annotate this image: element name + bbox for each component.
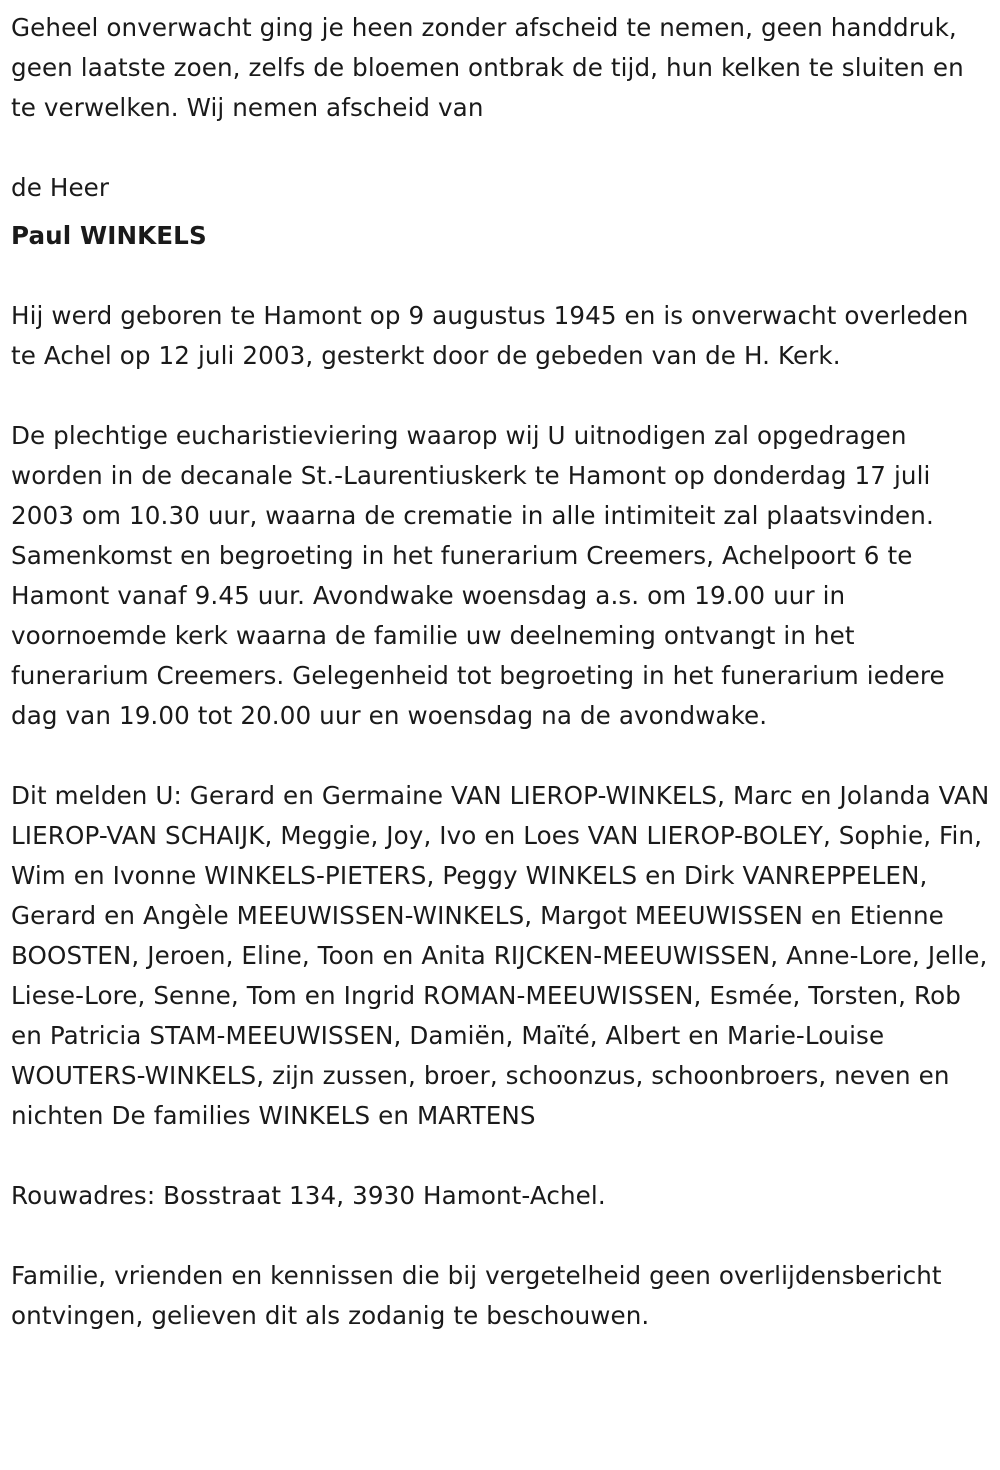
- spacer: [11, 256, 996, 296]
- honorific: de Heer: [11, 173, 110, 202]
- spacer: [11, 1136, 996, 1176]
- birth-death-paragraph: Hij werd geboren te Hamont op 9 augustus 1945 en is onverwacht overleden te Achel op 12 juli 2003, gesterkt door de gebeden van de H. Kerk.: [11, 301, 969, 370]
- family-paragraph: Dit melden U: Gerard en Germaine VAN LIEROP-WINKELS, Marc en Jolanda VAN LIEROP-VAN SCHAIJK, Meggie, Joy, Ivo en Loes VAN LIEROP-BOLEY, Sophie, Fin, Wim en Ivonne WINKELS-PIETERS, Peggy WINKELS en Dirk VANREPPELEN, Gerard en Angèle MEEUWISSEN-WINKELS, Margot MEEUWISSEN en Etienne BOOSTEN, Jeroen, Eline, Toon en Anita RIJCKEN-MEEUWISSEN, Anne-Lore, Jelle, Liese-Lore, Senne, Tom en Ingrid ROMAN-MEEUWISSEN, Esmée, Torsten, Rob en Patricia STAM-MEEUWISSEN, Damiën, Maïté, Albert en Marie-Louise WOUTERS-WINKELS, zijn zussen, broer, schoonzus, schoonbroers, neven en nichten De families WINKELS en MARTENS: [11, 781, 990, 1130]
- ceremony-paragraph: De plechtige eucharistieviering waarop wij U uitnodigen zal opgedragen worden in de decanale St.-Laurentiuskerk te Hamont op donderdag 17 juli 2003 om 10.30 uur, waarna de crematie in alle intimiteit zal plaatsvinden. Samenkomst en begroeting in het funerarium Creemers, Achelpoort 6 te Hamont vanaf 9.45 uur. Avondwake woensdag a.s. om 19.00 uur in voornoemde kerk waarna de familie uw deelneming ontvangt in het funerarium Creemers. Gelegenheid tot begroeting in het funerarium iedere dag van 19.00 tot 20.00 uur en woensdag na de avondwake.: [11, 421, 945, 730]
- deceased-name: Paul WINKELS: [11, 221, 207, 250]
- address-paragraph: Rouwadres: Bosstraat 134, 3930 Hamont-Achel.: [11, 1181, 606, 1210]
- spacer: [11, 736, 996, 776]
- closing-paragraph: Familie, vrienden en kennissen die bij vergetelheid geen overlijdensbericht ontvingen, gelieven dit als zodanig te beschouwen.: [11, 1261, 942, 1330]
- obituary-document: [11, 8, 996, 1336]
- spacer: [11, 128, 996, 168]
- spacer: [11, 1216, 996, 1256]
- spacer: [11, 376, 996, 416]
- spacer: [11, 208, 996, 216]
- opening-paragraph: Geheel onverwacht ging je heen zonder afscheid te nemen, geen handdruk, geen laatste zoen, zelfs de bloemen ontbrak de tijd, hun kelken te sluiten en te verwelken. Wij nemen afscheid van: [11, 13, 964, 122]
